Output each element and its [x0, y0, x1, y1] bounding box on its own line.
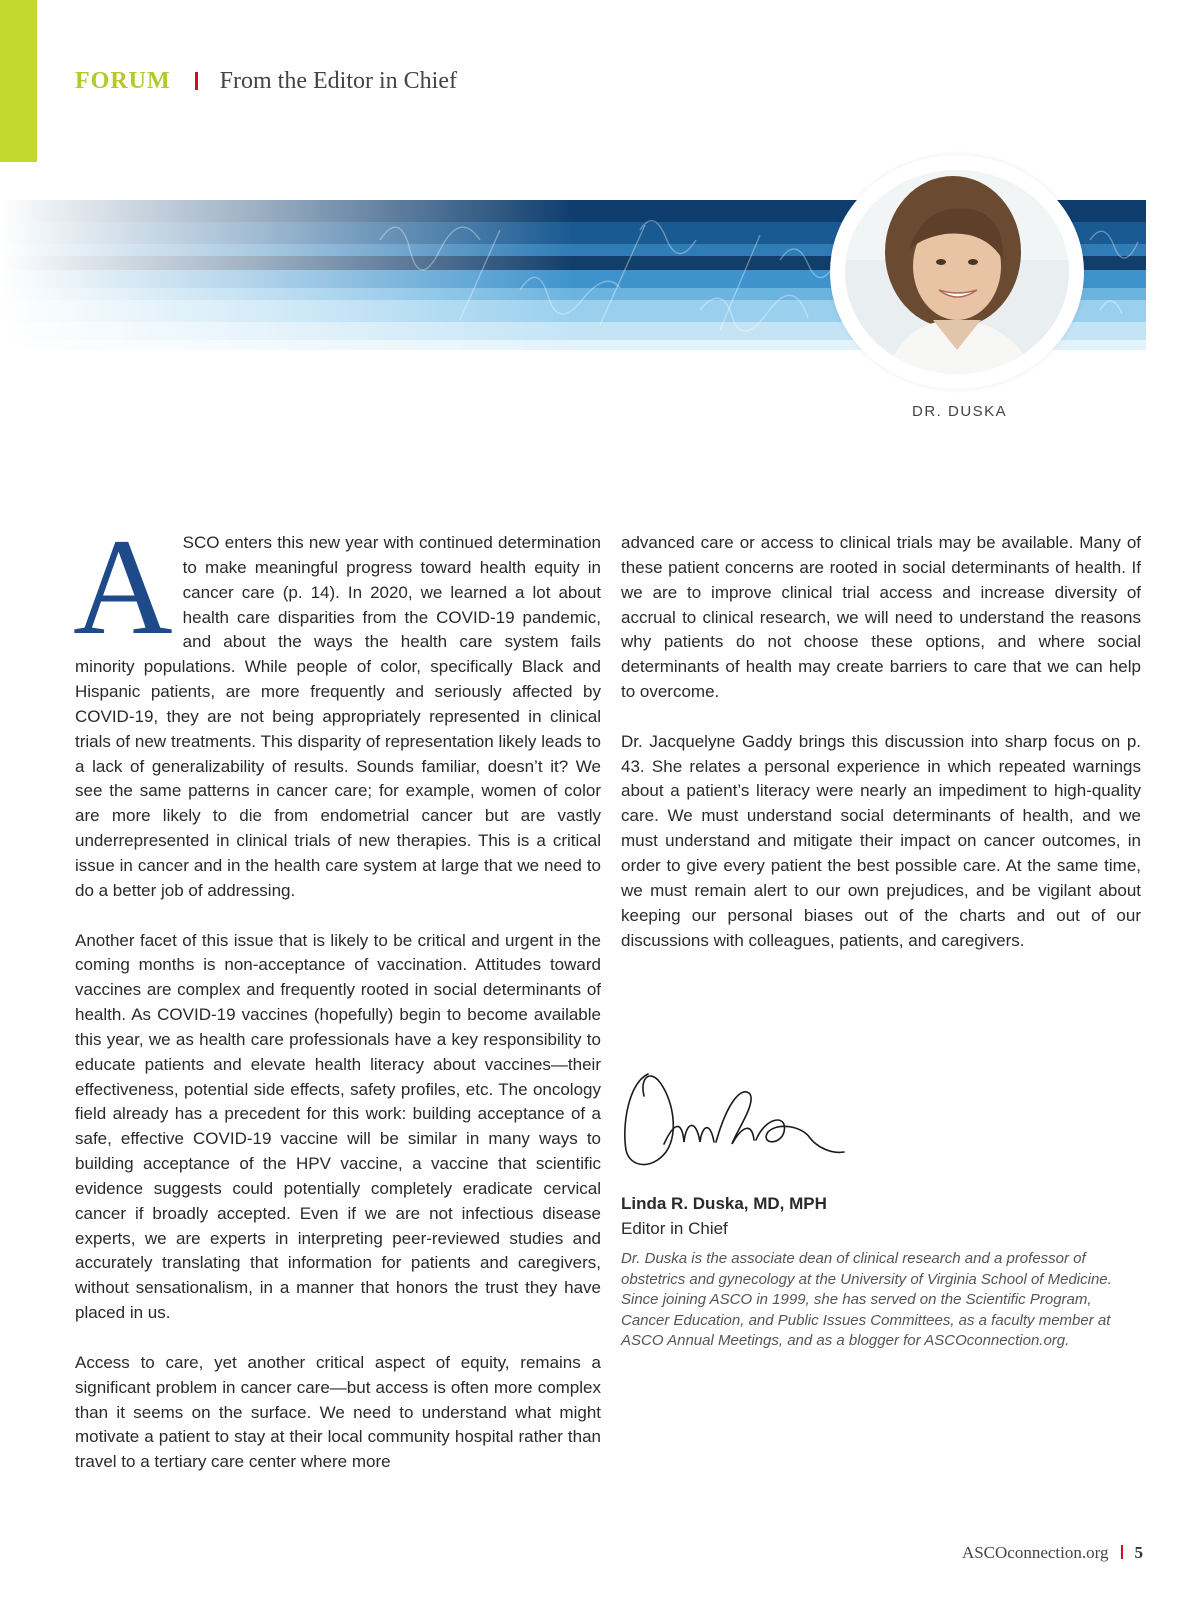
portrait-photo	[845, 170, 1069, 374]
portrait-frame	[830, 155, 1084, 389]
header-separator	[195, 72, 198, 90]
page-footer	[962, 1543, 1143, 1563]
article-paragraph: Another facet of this issue that is likely to be critical and urgent in the coming months is non-acceptance of vaccination. Attitudes toward vaccines are complex and frequently rooted in social determinants of health. As COVID-19 vaccines (hopefully) begin to become available this year, we as health care professionals have a key responsibility to educate patients and elevate health literacy about vaccines—their effectiveness, potential side effects, safety profiles, etc. The oncology field already has a precedent for this work: building acceptance of a safe, effective COVID-19 vaccine will be similar in many ways to building acceptance of the HPV vaccine, a vaccine that scientific evidence suggests could potentially completely eradicate cervical cancer if broadly accepted. Even if we are not infectious disease experts, we are experts in interpreting peer-reviewed studies and accurately translating that information for patients and caregivers, without sensationalism, in a manner that honors the trust they have placed in us.	[75, 930, 601, 1323]
section-subtitle: From the Editor in Chief	[219, 68, 457, 94]
author-name: Linda R. Duska, MD, MPH	[621, 1194, 827, 1213]
paragraph-text: SCO enters this new year with continued determination to make meaningful progress toward health equity in cancer care (p. 14). In 2020, we learned a lot about health care disparities from the COVID-19 pandemic, and about the ways the health care system fails minority populations. While people of color, specifically Black and Hispanic patients, are more frequently and seriously affected by COVID-19, they are not being appropriately represented in clinical trials of new treatments. This disparity of representation likely leads to a lack of generalizability of results. Sounds familiar, doesn’t it? We see the same patterns in cancer care; for example, women of color are more likely to die from endometrial cancer but are vastly underrepresented in clinical trials of new therapies. This is a critical issue in cancer and in the health care system at large that we need to do a better job of addressing.	[75, 533, 601, 900]
article-paragraph	[73, 510, 601, 904]
author-title: Editor in Chief	[621, 1219, 728, 1238]
author-bio: Dr. Duska is the associate dean of clinical research and a professor of obstetrics and gynecology at the University of Virginia School of Medicine. Since joining ASCO in 1999, she has served on the Scientific Program, Cancer Education, and Public Issues Committees, as a faculty member at ASCO Annual Meetings, and as a blogger for ASCOconnection.org.	[621, 1250, 1112, 1349]
article-paragraph: Access to care, yet another critical aspect of equity, remains a significant problem in cancer care—but access is often more complex than it seems on the surface. We need to understand what might motivate a patient to stay at their local community hospital rather than travel to a tertiary care center where more	[75, 1352, 601, 1472]
footer-separator	[1121, 1545, 1123, 1559]
section-label: FORUM	[75, 68, 171, 94]
page-number: 5	[1134, 1543, 1143, 1562]
accent-bar	[0, 0, 37, 162]
article-left-column	[73, 510, 601, 1475]
footer-site: ASCOconnection.org	[961, 1543, 1109, 1562]
article-paragraph: Dr. Jacquelyne Gaddy brings this discussion into sharp focus on p. 43. She relates a personal experience in which repeated warnings about a patient’s literacy were nearly an impediment to high-quality care. We must understand social determinants of health, and we must understand and mitigate their impact on cancer outcomes, in order to give every patient the best possible care. At the same time, we must remain alert to our own prejudices, and be vigilant about keeping our personal biases out of the charts and out of our discussions with colleagues, patients, and caregivers.	[621, 731, 1141, 950]
drop-cap: A	[73, 510, 173, 663]
portrait-caption: DR. DUSKA	[912, 403, 1008, 420]
page-header	[75, 68, 457, 95]
article-paragraph: advanced care or access to clinical trials may be available. Many of these patient concerns are rooted in social determinants of health. If we are to improve clinical trial access and increase diversity of accrual to clinical research, we will need to understand the reasons why patients do not choose these options, and where social determinants of health may create barriers to care that we can help to overcome.	[621, 533, 1141, 702]
article-right-column	[621, 531, 1141, 953]
handwritten-signature	[618, 1066, 850, 1174]
